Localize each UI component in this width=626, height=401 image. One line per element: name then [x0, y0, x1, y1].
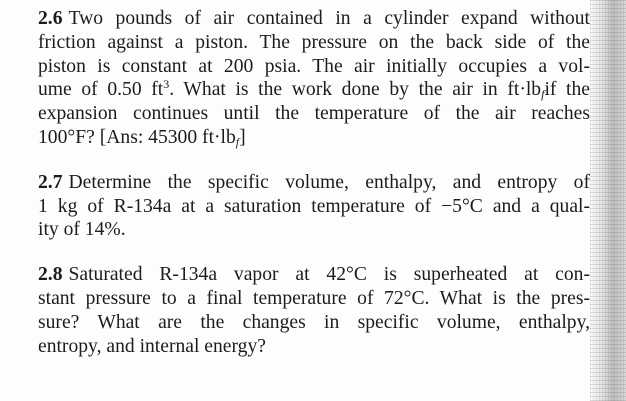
problem-2-6-line-6: 100°F? [Ans: 45300 $ft\cdot lb_f$]: [38, 126, 246, 149]
problem-2-8-line-2: stant pressure to a final temperature of 72°C. What is the pres-: [38, 287, 590, 309]
problem-2-6-line-5: expansion continues until the temperature of the air reaches: [38, 103, 590, 125]
problem-number: 2.6: [38, 8, 63, 29]
problem-2-6-line-4: ume of 0.50 $ft^3$. What is the work done by the air in $ft\cdot lb_fif$ the: [38, 77, 590, 102]
problem-list: [38, 7, 590, 379]
problem-2-8-line-1: 2.8 Saturated R-134a vapor at 42°C is superheated at con-: [38, 264, 590, 286]
problem-2-6-line-2: friction against a piston. The pressure on the back side of the: [38, 31, 590, 53]
subscript-f: f: [541, 87, 545, 102]
problem-2-6: [38, 7, 590, 150]
problem-number: 2.8: [38, 264, 63, 286]
subscript-f-answer: f: [235, 134, 240, 149]
superscript-3: 3: [163, 77, 170, 92]
problem-2-7-line-2: 1 kg of R-134a at a saturation temperature of −5°C and a qual-: [38, 195, 590, 217]
problem-2-8-line-3: sure? What are the changes in specific volume, enthalpy,: [38, 311, 590, 333]
problem-2-7-line-1: 2.7 Determine the specific volume, enthalpy, and entropy of: [38, 171, 590, 193]
problem-number: 2.7: [38, 171, 63, 193]
problem-2-7: [38, 171, 590, 242]
problem-2-6-line-1: 2.6 Two pounds of air contained in a cylinder expand without: [38, 8, 590, 29]
page-edge-shadow: [590, 0, 626, 401]
problem-2-7-line-3: ity of 14%.: [38, 219, 126, 241]
problem-2-8: [38, 263, 590, 358]
problem-2-6-line-3: piston is constant at 200 psia. The air initially occupies a vol-: [38, 55, 590, 77]
problem-2-8-line-4: entropy, and internal energy?: [38, 335, 266, 357]
